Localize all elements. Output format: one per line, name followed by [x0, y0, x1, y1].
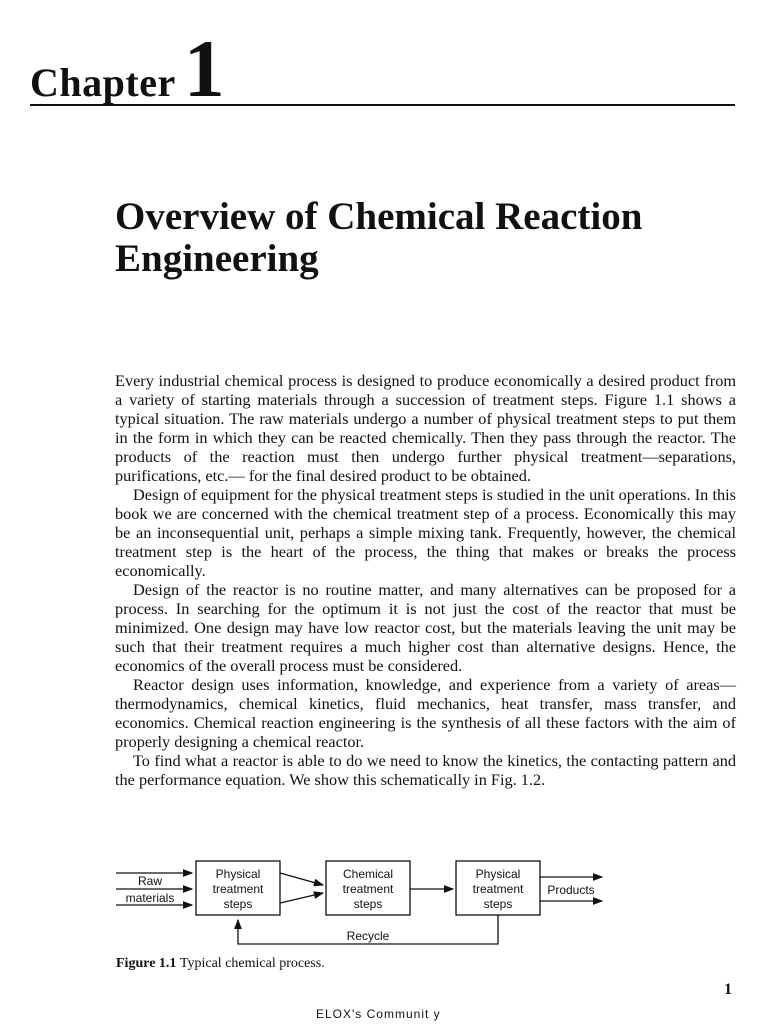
chapter-title-line-2: Engineering [115, 237, 319, 280]
box1-line-2: treatment [212, 882, 264, 896]
box1-line-1: Physical [215, 867, 261, 881]
box3-line-2: treatment [472, 882, 524, 896]
recycle-label: Recycle [346, 929, 390, 943]
paragraph-4: Reactor design uses information, knowledge, and experience from a variety of areas—thermodynamics, chemical kinetics, fluid mechanics, heat transfer, mass transfer, and economics. Chemical reaction engineering is the synthesis of all these factors with the aim of properly designing a chemical reactor. [115, 675, 736, 751]
process-figure [112, 855, 632, 955]
paragraph-3: Design of the reactor is no routine matter, and many alternatives can be proposed for a process. In searching for the optimum it is not just the cost of the reactor that must be minimized. One design may have low reactor cost, but the materials leaving the unit may be such that their treatment requires a much higher cost than alternative designs. Hence, the economics of the overall process must be considered. [115, 580, 736, 675]
chapter-title-line-1: Overview of Chemical Reaction [115, 195, 643, 238]
box3-line-3: steps [483, 897, 513, 911]
output-label-products: Products [547, 883, 595, 897]
chapter-heading [30, 23, 225, 114]
input-label-materials: materials [125, 891, 175, 905]
chapter-rule [30, 104, 735, 106]
box2-line-1: Chemical [342, 867, 394, 881]
figure-caption-label: Figure 1.1 [116, 956, 177, 971]
box2-line-2: treatment [342, 882, 394, 896]
figure-caption-text: Typical chemical process. [179, 956, 325, 971]
chapter-word: Chapter [30, 60, 176, 105]
box3-line-1: Physical [475, 867, 521, 881]
arrow-box1-box2-lower [280, 893, 323, 903]
page-number: 1 [724, 981, 732, 998]
footer-watermark: ELOX's Communit y [316, 1007, 441, 1021]
box2-line-3: steps [353, 897, 383, 911]
arrow-box1-box2-upper [280, 873, 323, 885]
chapter-title [115, 196, 755, 280]
input-label-raw: Raw [137, 874, 163, 888]
paragraph-5: To find what a reactor is able to do we need to know the kinetics, the contacting pattern and the performance equation. We show this schematically in Fig. 1.2. [115, 751, 736, 789]
chapter-number: 1 [183, 23, 225, 114]
figure-caption [116, 956, 325, 972]
box1-line-3: steps [223, 897, 253, 911]
body-text [115, 371, 736, 789]
process-diagram [112, 855, 632, 955]
paragraph-1: Every industrial chemical process is designed to produce economically a desired product from a variety of starting materials through a succession of treatment steps. Figure 1.1 shows a typical situation. The raw materials undergo a number of physical treatment steps to put them in the form in which they can be reacted chemically. Then they pass through the reactor. The products of the reaction must then undergo further physical treatment—separations, purifications, etc.— for the final desired product to be obtained. [115, 371, 736, 485]
paragraph-2: Design of equipment for the physical treatment steps is studied in the unit operations. In this book we are concerned with the chemical treatment step of a process. Economically this may be an inconsequential unit, perhaps a simple mixing tank. Frequently, however, the chemical treatment step is the heart of the process, the thing that makes or breaks the process economically. [115, 485, 736, 580]
